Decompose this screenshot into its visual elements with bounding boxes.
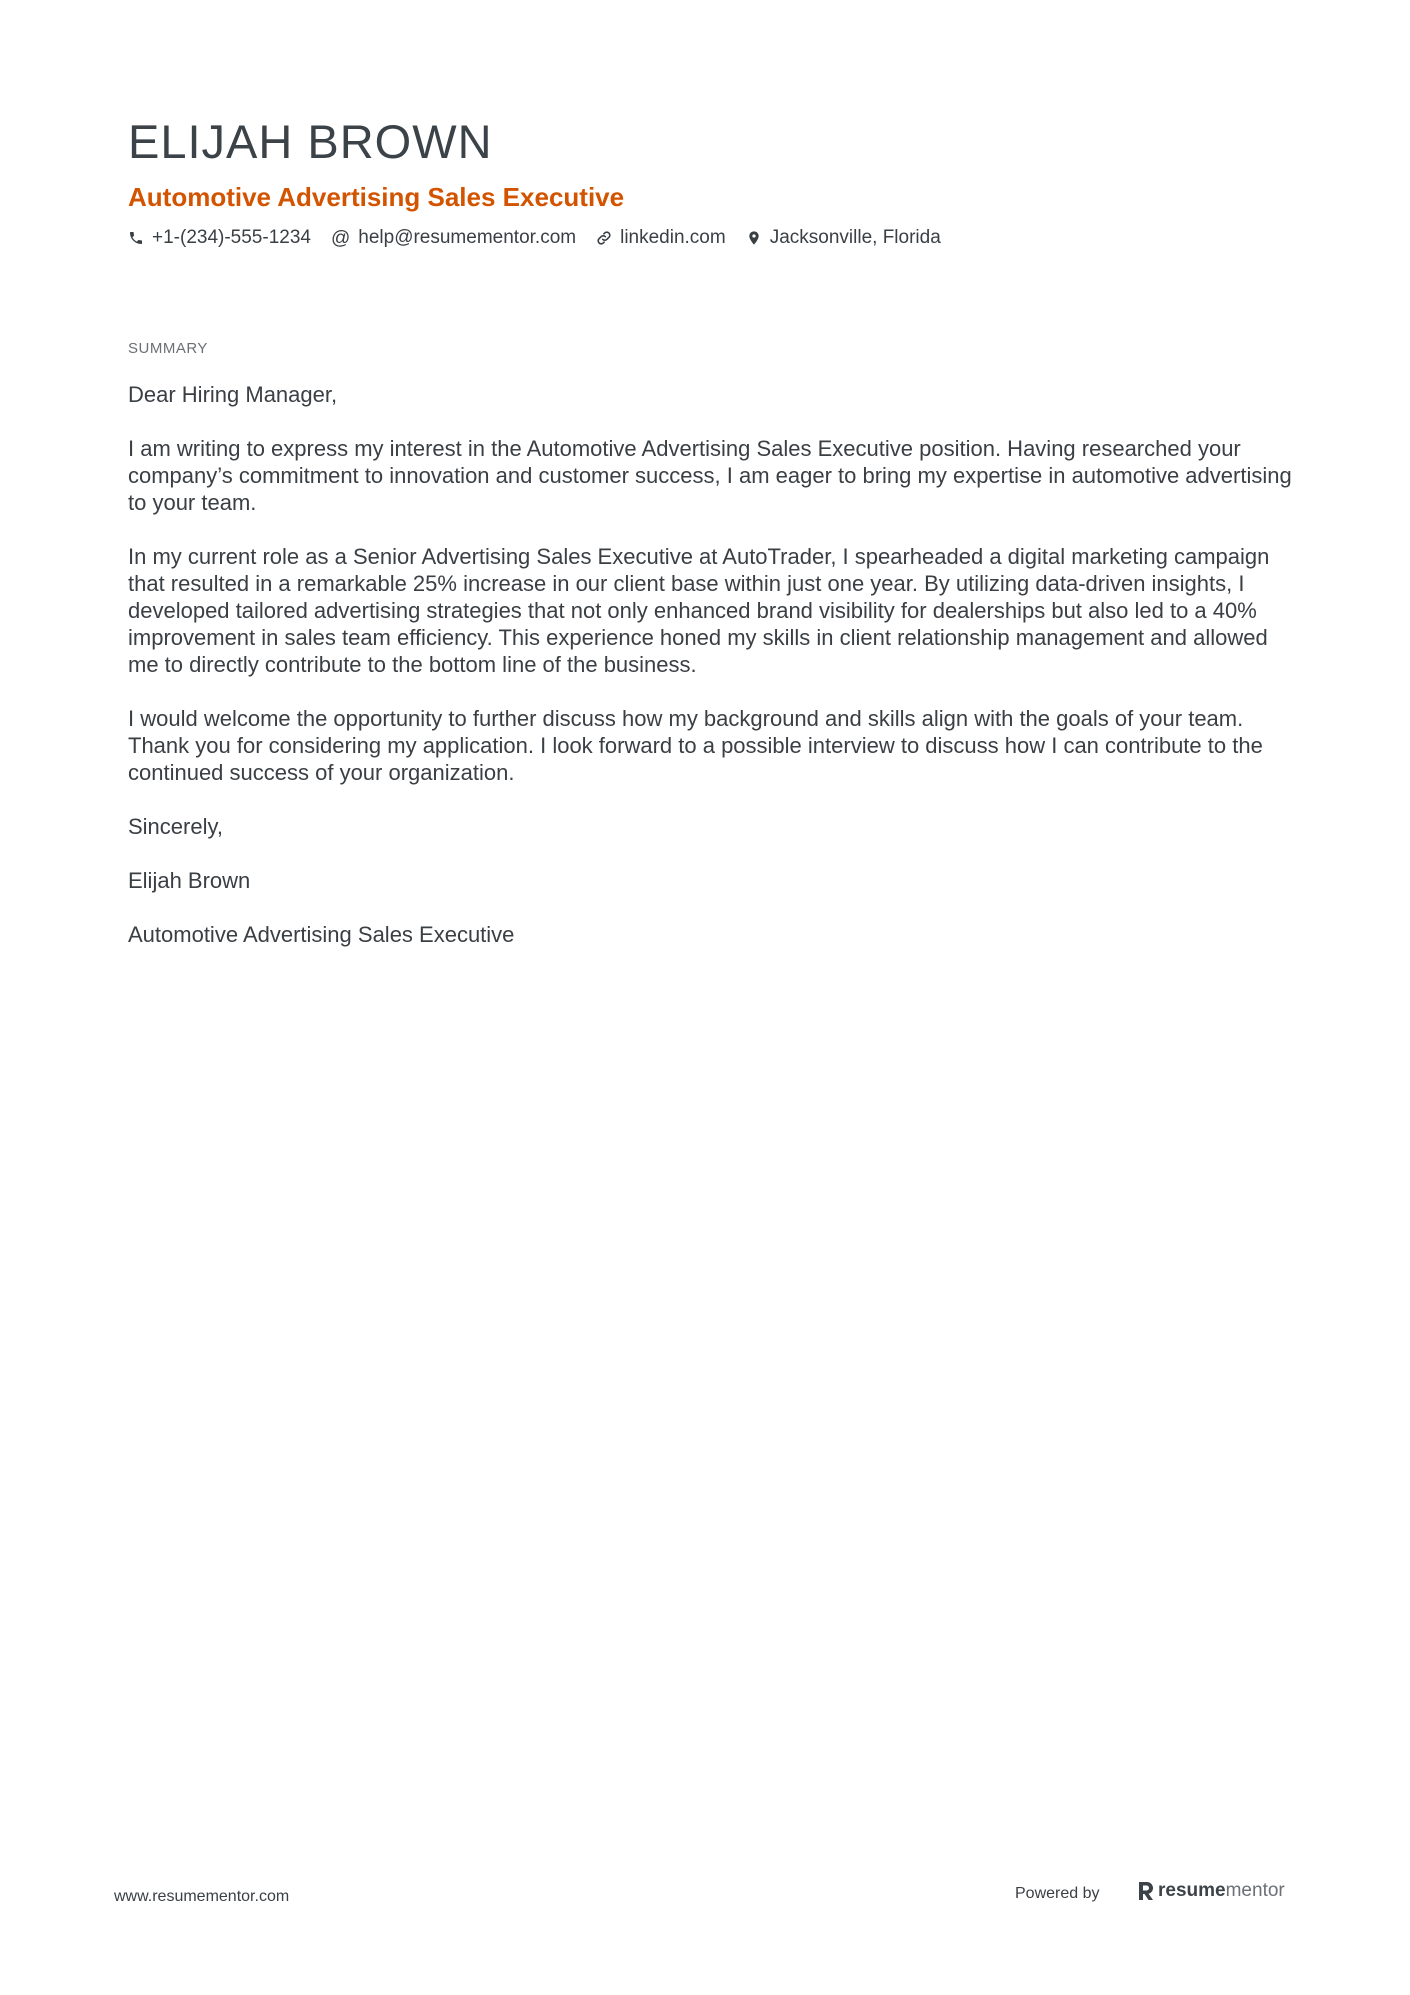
brand-name-light: mentor (1225, 1880, 1285, 1901)
contact-website (596, 227, 726, 249)
map-pin-icon (746, 230, 762, 246)
signature-title: Automotive Advertising Sales Executive (128, 922, 515, 947)
brand-name-bold: resume (1158, 1880, 1226, 1901)
contact-phone (128, 227, 311, 249)
signature-name: Elijah Brown (128, 868, 251, 893)
contact-bar (128, 227, 941, 249)
letter-closing: Sincerely, (128, 814, 223, 839)
website-link[interactable]: linkedin.com (620, 227, 726, 248)
section-heading-summary: SUMMARY (128, 340, 208, 357)
link-icon (596, 230, 612, 246)
contact-location (746, 227, 941, 249)
letter-paragraph-1: I am writing to express my interest in the Automotive Advertising Sales Executive position. Having researched your company’s commitment to innovation and customer success, I am eager to bring my expertise in automotive advertising to your team. (128, 436, 1292, 515)
job-title: Automotive Advertising Sales Executive (128, 182, 625, 212)
at-icon: @ (330, 227, 351, 249)
letter-paragraph-3: I would welcome the opportunity to further discuss how my background and skills align with the goals of your team. Thank you for considering my application. I look forward to a possible interview to discuss how I can contribute to the continued success of your organization. (128, 706, 1263, 785)
footer-website-link[interactable]: www.resumementor.com (114, 1888, 290, 1905)
resumementor-logo-icon (1138, 1881, 1154, 1901)
letter-greeting: Dear Hiring Manager, (128, 382, 338, 407)
contact-email (331, 227, 576, 249)
phone-icon (128, 230, 144, 246)
brand-logo[interactable] (1138, 1880, 1285, 1902)
letter-body (128, 381, 1298, 975)
candidate-name: ELIJAH BROWN (128, 115, 493, 168)
letter-paragraph-2: In my current role as a Senior Advertising Sales Executive at AutoTrader, I spearheaded a digital marketing campaign that resulted in a remarkable 25% increase in our client base within just one year. By utilizing data-driven insights, I developed tailored advertising strategies that not only enhanced brand visibility for dealerships but also led to a 40% improvement in sales team efficiency. This experience honed my skills in client relationship management and allowed me to directly contribute to the bottom line of the business. (128, 544, 1270, 677)
phone-number: +1-(234)-555-1234 (152, 227, 311, 248)
powered-by-label: Powered by (1015, 1885, 1100, 1902)
email-address[interactable]: help@resumementor.com (358, 227, 577, 248)
location-text: Jacksonville, Florida (769, 227, 941, 248)
